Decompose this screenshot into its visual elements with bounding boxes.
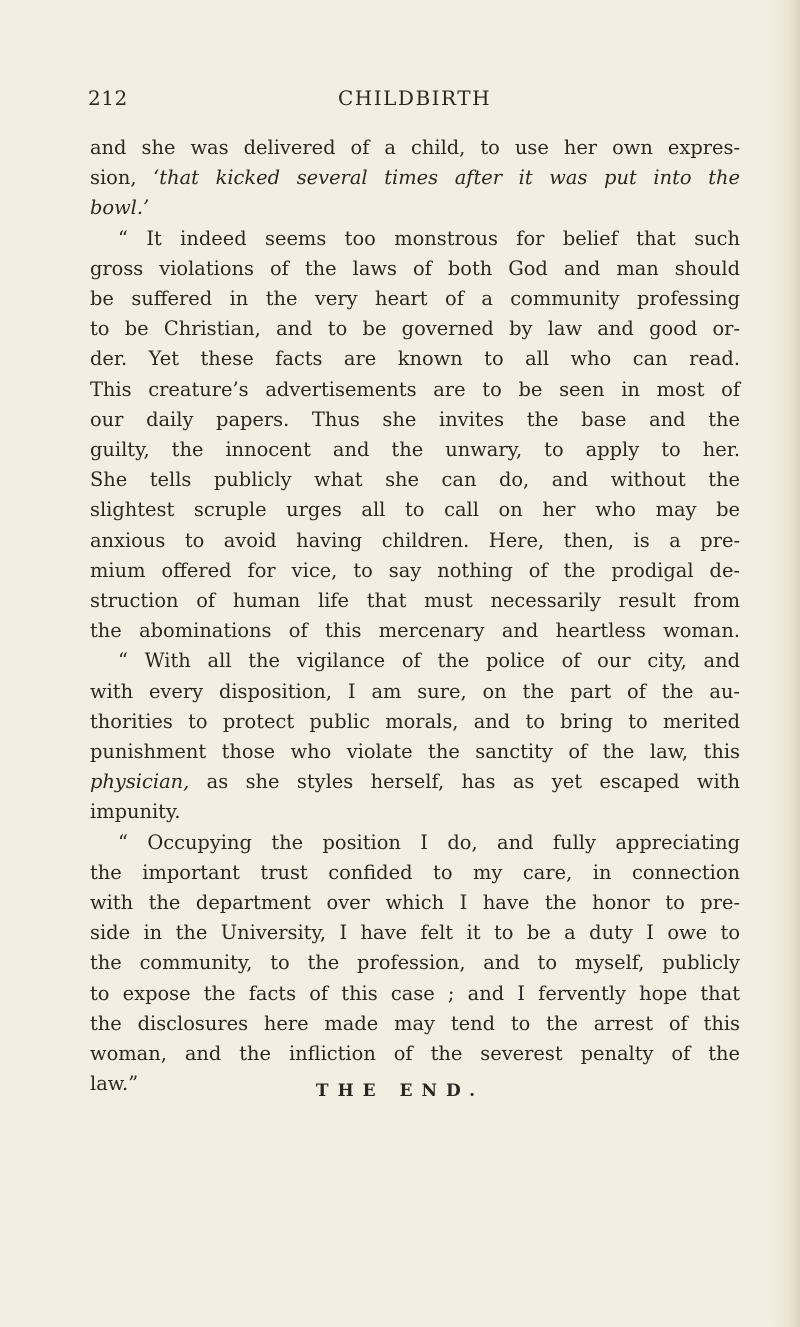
text-line <box>90 979 740 1009</box>
line-text: der. Yet these facts are known to all who can read. <box>90 347 740 371</box>
text-line <box>90 284 740 314</box>
text-line <box>90 1039 740 1069</box>
text-line <box>90 948 740 978</box>
text-line <box>90 677 740 707</box>
text-line <box>90 797 740 827</box>
line-text: be suffered in the very heart of a community professing <box>90 287 740 311</box>
line-text: impunity. <box>90 800 181 824</box>
line-text: with every disposition, I am sure, on the part of the au- <box>90 679 740 703</box>
line-text: anxious to avoid having children. Here, then, is a pre- <box>90 528 740 552</box>
line-text: thorities to protect public morals, and to bring to merited <box>90 709 740 733</box>
line-text: She tells publicly what she can do, and without the <box>90 468 740 492</box>
line-text: as she styles herself, has as yet escaped with <box>189 770 740 794</box>
italic-text: bowl.’ <box>90 196 150 220</box>
text-line <box>90 918 740 948</box>
text-line <box>90 858 740 888</box>
line-text: to be Christian, and to be governed by law and good or- <box>90 317 740 341</box>
text-line <box>90 526 740 556</box>
text-line <box>90 375 740 405</box>
text-line <box>90 163 740 193</box>
text-line <box>90 405 740 435</box>
the-end-marker: THE END. <box>315 1081 485 1101</box>
line-text: side in the University, I have felt it to be a duty I owe to <box>90 921 740 945</box>
line-text: woman, and the infliction of the severest penalty of the <box>90 1042 740 1066</box>
body-text <box>90 133 740 1100</box>
line-text: punishment those who violate the sanctity of the law, this <box>90 740 740 764</box>
text-line <box>90 224 740 254</box>
text-line <box>90 344 740 374</box>
line-text: the abominations of this mercenary and heartless woman. <box>90 619 740 643</box>
text-line <box>90 767 740 797</box>
text-line <box>90 465 740 495</box>
text-line <box>90 254 740 284</box>
text-line <box>90 133 740 163</box>
line-text: slightest scruple urges all to call on her who may be <box>90 498 740 522</box>
text-line <box>90 556 740 586</box>
line-text: with the department over which I have the honor to pre- <box>90 891 740 915</box>
line-text: our daily papers. Thus she invites the base and the <box>90 407 740 431</box>
text-line <box>90 737 740 767</box>
text-line <box>90 1009 740 1039</box>
line-text: gross violations of the laws of both God and man should <box>90 256 740 280</box>
page-number: 212 <box>88 86 128 110</box>
line-text: and she was delivered of a child, to use her own expres- <box>90 136 740 159</box>
line-text: to expose the facts of this case ; and I fervently hope that <box>90 981 740 1005</box>
line-text: This creature’s advertisements are to be seen in most of <box>90 377 740 401</box>
text-line <box>90 707 740 737</box>
text-line <box>90 193 740 223</box>
line-text: law.” <box>90 1072 139 1096</box>
line-text: sion, <box>90 166 154 190</box>
line-text: “ Occupying the position I do, and fully appreciating <box>118 830 740 854</box>
line-text: the community, to the profession, and to myself, publicly <box>90 951 740 975</box>
text-line <box>90 646 740 676</box>
line-text: “ It indeed seems too monstrous for belief that such <box>118 226 740 250</box>
text-line <box>90 435 740 465</box>
italic-text: physician, <box>90 770 190 794</box>
text-line <box>90 586 740 616</box>
line-text: mium offered for vice, to say nothing of the prodigal de- <box>90 558 740 582</box>
text-line <box>90 314 740 344</box>
text-line <box>90 828 740 858</box>
italic-text: ‘that kicked several times after it was put into the <box>153 166 740 190</box>
text-line <box>90 888 740 918</box>
page-header <box>88 86 718 116</box>
line-text: struction of human life that must necessarily result from <box>90 589 740 613</box>
line-text: the important trust confided to my care, in connection <box>90 860 740 884</box>
line-text: the disclosures here made may tend to the arrest of this <box>90 1011 740 1035</box>
running-head: CHILDBIRTH <box>338 86 492 110</box>
line-text: guilty, the innocent and the unwary, to apply to her. <box>90 438 740 462</box>
text-line <box>90 616 740 646</box>
line-text: “ With all the vigilance of the police of our city, and <box>118 649 740 673</box>
text-line <box>90 495 740 525</box>
